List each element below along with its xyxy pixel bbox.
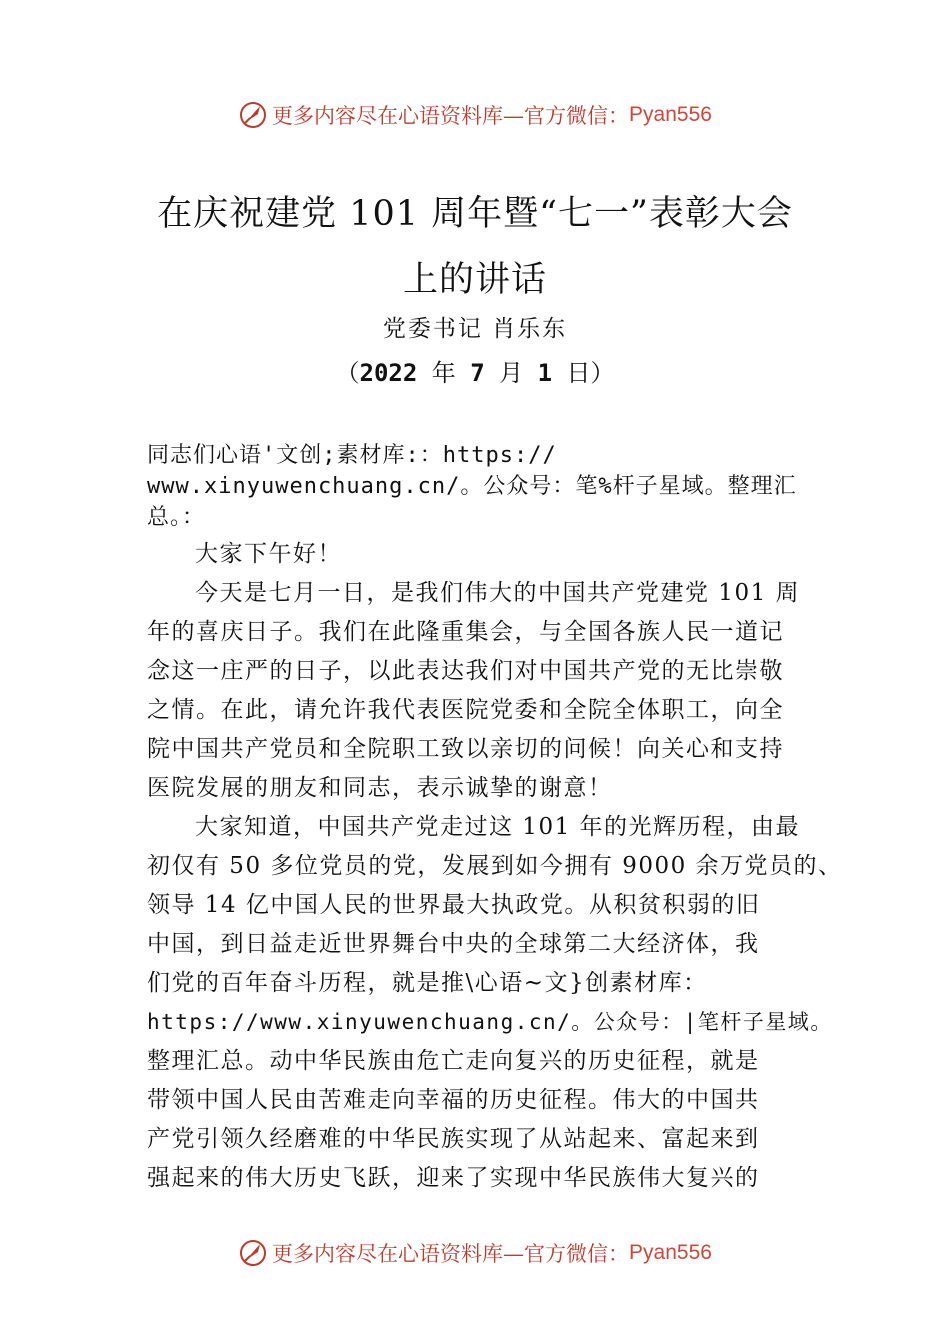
body-line: 产党引领久经磨难的中华民族实现了从站起来、富起来到	[147, 1126, 760, 1152]
body-line: 大家知道，中国共产党走过这 101 年的光辉历程，由最	[195, 814, 801, 840]
body-line: 今天是七月一日，是我们伟大的中国共产党建党 101 周	[195, 580, 801, 606]
body-line: 带领中国人民由苦难走向幸福的历史征程。伟大的中国共	[147, 1087, 760, 1113]
body-line: 年的喜庆日子。我们在此隆重集会，与全国各族人民一道记	[147, 619, 784, 645]
intro-line: www.xinyuwenchuang.cn/。公众号：笔%杆子星域。整理汇	[147, 474, 797, 499]
title-line-1: 在庆祝建党 101 周年暨“七一”表彰大会	[157, 194, 793, 234]
banner-text: 更多内容尽在心语资料库—官方微信：	[272, 104, 630, 128]
title-line-2: 上的讲话	[402, 260, 547, 300]
body-line: 强起来的伟大历史飞跃，迎来了实现中华民族伟大复兴的	[147, 1165, 760, 1191]
body-line: https://www.xinyuwenchuang.cn/。公众号：|笔杆子星域。	[147, 1010, 833, 1034]
intro-line: 总。：	[147, 505, 206, 530]
body-line: 们党的百年奋斗历程，就是推\心语~文}创素材库：	[147, 970, 708, 996]
body-text	[147, 535, 843, 1198]
date: （2022 年 7 月 1 日）	[335, 359, 615, 387]
quill-logo-icon	[238, 100, 268, 130]
body-line: 念这一庄严的日子，以此表达我们对中国共产党的无比崇敬	[147, 658, 784, 684]
body-line: 医院发展的朋友和同志，表示诚挚的谢意！	[147, 775, 613, 801]
intro-line: 同志们心语'文创;素材库:：https://	[147, 443, 557, 468]
quill-logo-icon	[238, 1238, 268, 1268]
body-line: 大家下午好！	[195, 541, 342, 567]
author: 党委书记 肖乐东	[382, 316, 568, 342]
footer-banner	[0, 1238, 950, 1268]
banner-wechat-id: Pyan556	[629, 103, 712, 126]
body-line: 领导 14 亿中国人民的世界最大执政党。从积贫积弱的旧	[147, 892, 761, 918]
body-line: 之情。在此，请允许我代表医院党委和全院全体职工，向全	[147, 697, 784, 723]
body-line: 初仅有 50 多位党员的党，发展到如今拥有 9000 余万党员的、	[147, 853, 843, 879]
banner-text: 更多内容尽在心语资料库—官方微信：	[272, 1242, 630, 1266]
body-line: 整理汇总。动中华民族由危亡走向复兴的历史征程，就是	[147, 1048, 760, 1074]
banner-wechat-id: Pyan556	[629, 1241, 712, 1264]
body-line: 院中国共产党员和全院职工致以亲切的问候！向关心和支持	[147, 736, 784, 762]
intro-note	[147, 440, 817, 533]
header-banner	[0, 100, 950, 130]
body-line: 中国，到日益走近世界舞台中央的全球第二大经济体，我	[147, 931, 760, 957]
